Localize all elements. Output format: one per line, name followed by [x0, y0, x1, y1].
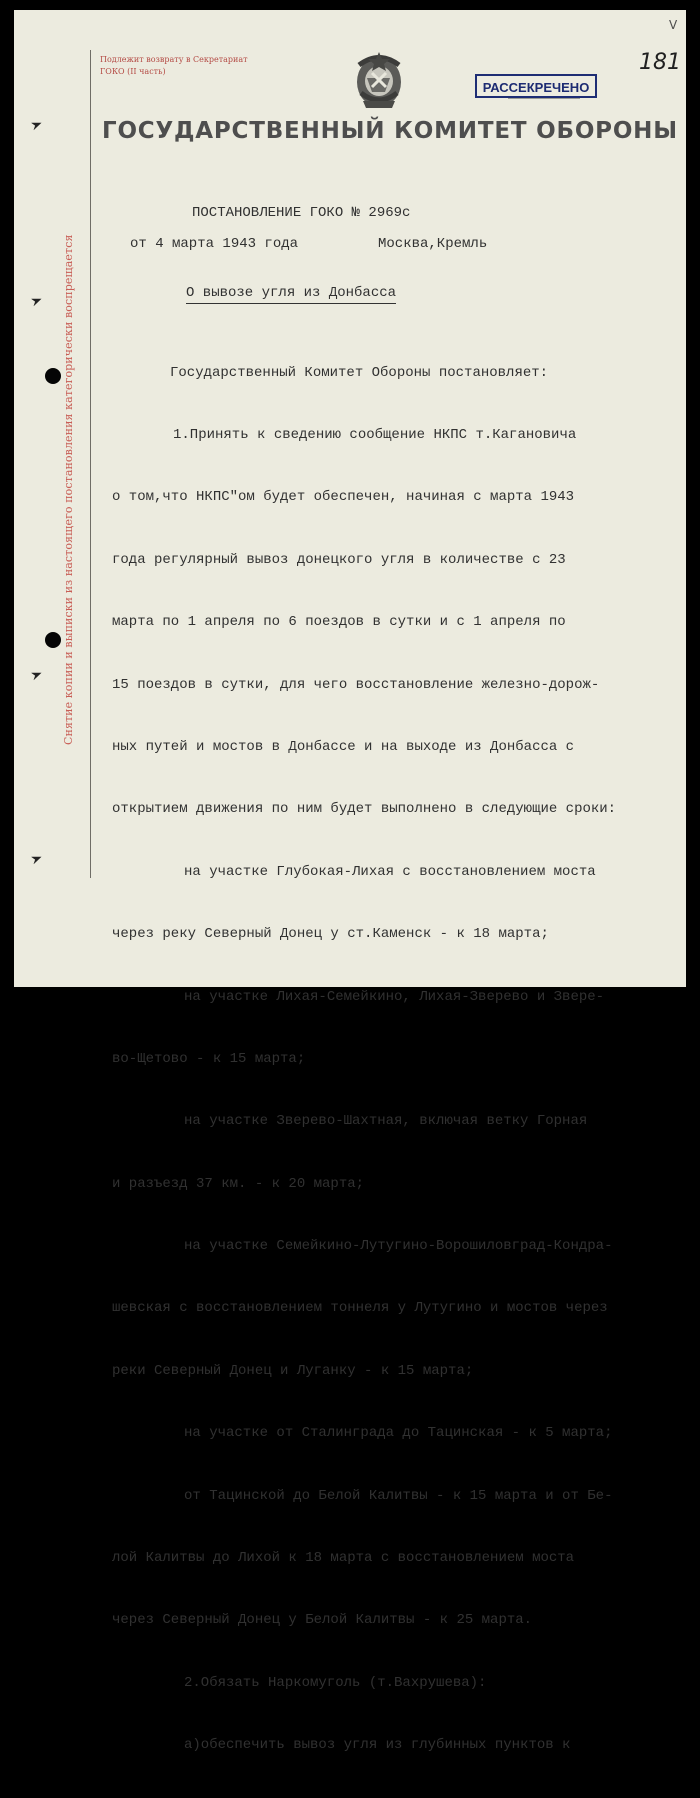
- resolution-subject: О вывозе угля из Донбасса: [186, 285, 397, 301]
- body-line: на участке Семейкино-Лутугино-Ворошиловград-Кондра-: [184, 1238, 613, 1255]
- body-line: на участке от Сталинграда до Тацинская - к 5 марта;: [184, 1425, 613, 1442]
- handwritten-page-number: 181: [639, 50, 681, 75]
- copy-prohibition-note: Снятие копии и выписки из настоящего постановления категорически воспрещается: [62, 234, 75, 745]
- body-line: а)обеспечить вывоз угля из глубинных пунктов к: [184, 1737, 571, 1754]
- resolution-date: от 4 марта 1943 года: [130, 236, 299, 252]
- body-line: на участке Лихая-Семейкино, Лихая-Зверево и Звере-: [184, 988, 605, 1005]
- body-line: шевская с восстановлением тоннеля у Лутугино и мостов через: [112, 1300, 608, 1317]
- document-title: ГОСУДАРСТВЕННЫЙ КОМИТЕТ ОБОРОНЫ: [102, 118, 678, 144]
- left-margin-line: [90, 50, 91, 878]
- body-line: 2.Обязать Наркомуголь (т.Вахрушева):: [184, 1674, 487, 1691]
- corner-check-mark: V: [669, 18, 678, 32]
- return-note: Подлежит возврату в Секретариат ГОКО (II часть): [100, 55, 248, 76]
- body-line: реки Северный Донец и Луганку - к 15 марта;: [112, 1362, 474, 1379]
- resolution-place: Москва,Кремль: [378, 236, 488, 252]
- body-line: 15 поездов в сутки, для чего восстановление железно-дорож-: [112, 676, 600, 693]
- state-emblem-icon: [350, 48, 408, 112]
- body-line: во-Щетово - к 15 марта;: [112, 1050, 306, 1067]
- punch-hole: [45, 632, 61, 648]
- body-line: на участке Зверево-Шахтная, включая ветку Горная: [184, 1113, 588, 1130]
- body-line: через Северный Донец у Белой Калитвы - к 25 марта.: [112, 1612, 533, 1629]
- stamp-underline-mark: [508, 98, 580, 109]
- resolution-number: ПОСТАНОВЛЕНИЕ ГОКО № 2969с: [192, 205, 411, 221]
- body-line: от Тацинской до Белой Калитвы - к 15 марта и от Бе-: [184, 1487, 613, 1504]
- archival-document-page: [14, 10, 686, 1754]
- binding-clip-icon: [31, 670, 43, 681]
- body-line: о том,что НКПС"ом будет обеспечен, начиная с марта 1943: [112, 489, 575, 506]
- body-line: Государственный Комитет Обороны постановляет:: [170, 364, 549, 381]
- body-line: ных путей и мостов в Донбассе и на выходе из Донбасса с: [112, 738, 575, 755]
- body-line: 1.Принять к сведению сообщение НКПС т.Кагановича: [173, 426, 577, 443]
- declassified-stamp: РАССЕКРЕЧЕНО: [475, 74, 597, 98]
- binding-clip-icon: [31, 296, 43, 307]
- body-line: лой Калитвы до Лихой к 18 марта с восстановлением моста: [112, 1550, 575, 1567]
- body-line: года регулярный вывоз донецкого угля в количестве с 23: [112, 551, 566, 568]
- resolution-body: [112, 321, 662, 1798]
- body-line: на участке Глубокая-Лихая с восстановлением моста: [184, 863, 596, 880]
- punch-hole: [45, 368, 61, 384]
- body-line: открытием движения по ним будет выполнено в следующие сроки:: [112, 801, 617, 818]
- body-line: марта по 1 апреля по 6 поездов в сутки и с 1 апреля по: [112, 614, 566, 631]
- body-line: через реку Северный Донец у ст.Каменск - к 18 марта;: [112, 926, 549, 943]
- binding-clip-icon: [31, 854, 43, 865]
- body-line: и разъезд 37 км. - к 20 марта;: [112, 1175, 365, 1192]
- binding-clip-icon: [31, 120, 43, 131]
